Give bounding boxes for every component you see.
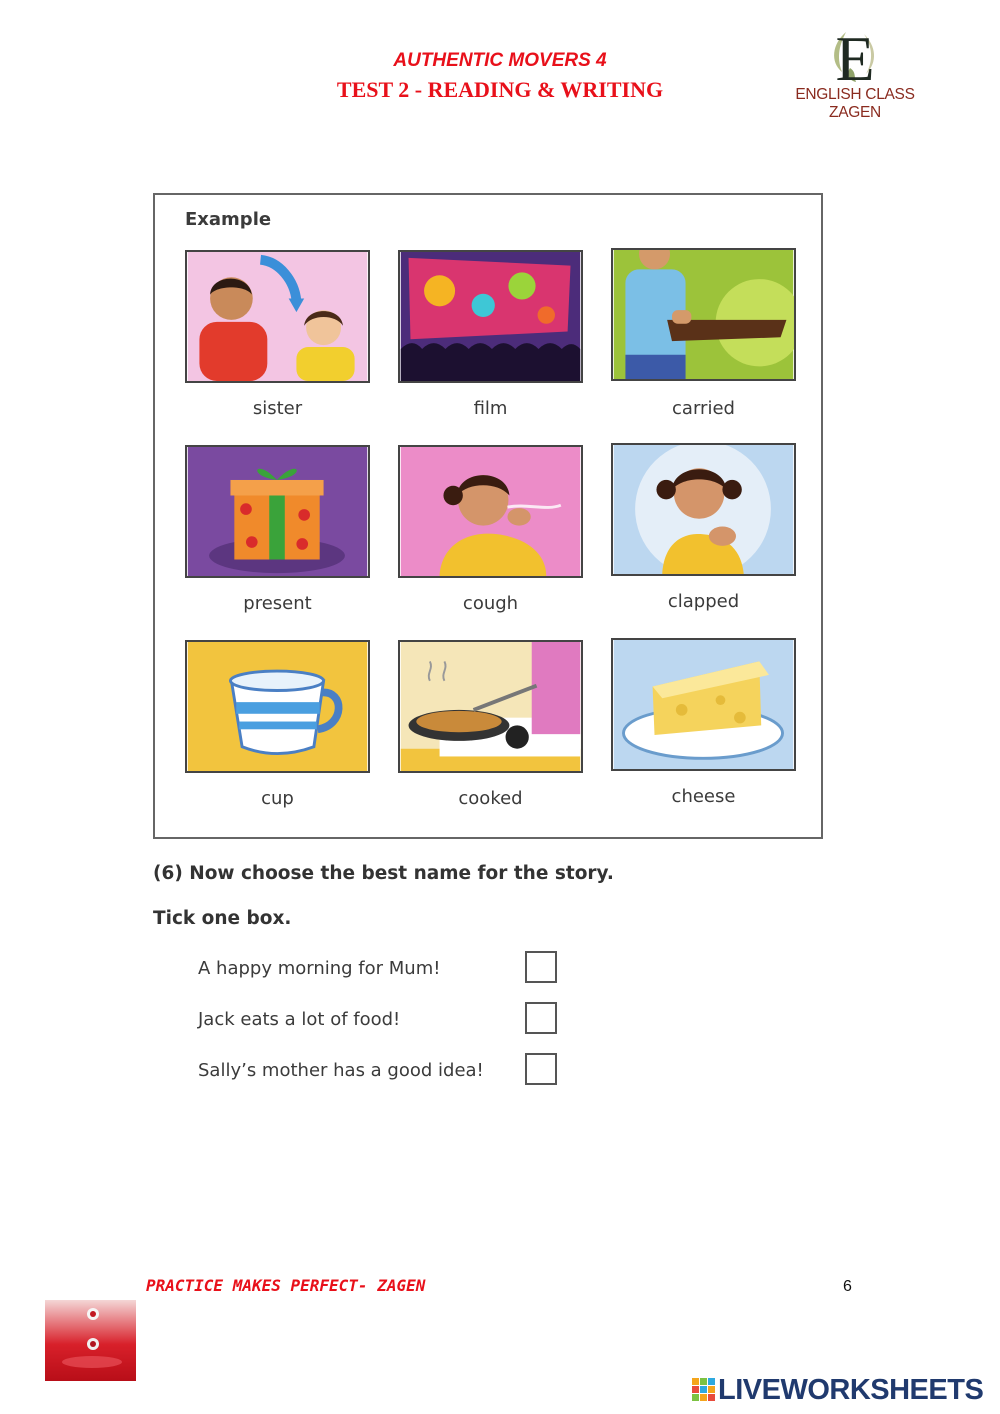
picture-cup: [185, 640, 370, 773]
question-prompt: (6) Now choose the best name for the story.: [153, 863, 614, 884]
picture-cough: [398, 445, 583, 578]
page-number: 6: [843, 1278, 852, 1295]
word-present: present: [243, 593, 312, 614]
liveworksheets-blocks-icon: [692, 1378, 716, 1404]
picture-cheese: [611, 638, 796, 771]
gift-box-icon: [187, 447, 368, 576]
word-cup: cup: [261, 788, 294, 809]
picture-carried: [611, 248, 796, 381]
example-title: Example: [185, 209, 272, 230]
option-label-1: A happy morning for Mum!: [198, 958, 441, 979]
boy-pointing-at-girl-icon: [187, 252, 368, 381]
word-film: film: [473, 398, 508, 419]
cinema-screen-icon: [400, 252, 581, 381]
worksheet-title: AUTHENTIC MOVERS 4: [393, 50, 607, 71]
girl-clapping-icon: [613, 445, 794, 574]
word-carried: carried: [672, 398, 735, 419]
picture-film: [398, 250, 583, 383]
picture-sister: [185, 250, 370, 383]
option-label-2: Jack eats a lot of food!: [198, 1009, 401, 1030]
liveworksheets-brand[interactable]: LIVEWORKSHEETS: [718, 1374, 984, 1406]
option-checkbox-3[interactable]: [525, 1053, 557, 1085]
example-box: [153, 193, 823, 839]
class-logo: [770, 22, 940, 121]
word-cheese: cheese: [671, 786, 736, 807]
option-checkbox-2[interactable]: [525, 1002, 557, 1034]
logo-emblem-icon: [770, 22, 940, 86]
water-drop-image: [45, 1300, 136, 1381]
girl-coughing-icon: [400, 447, 581, 576]
picture-cooked: [398, 640, 583, 773]
striped-cup-icon: [187, 642, 368, 771]
word-clapped: clapped: [667, 591, 740, 612]
cheese-on-plate-icon: [613, 640, 794, 769]
word-sister: sister: [252, 398, 303, 419]
word-cooked: cooked: [458, 788, 523, 809]
picture-clapped: [611, 443, 796, 576]
logo-text: ENGLISH CLASS ZAGEN: [795, 86, 915, 121]
boy-carrying-tray-icon: [613, 250, 794, 379]
liveworksheets-logo: [692, 1374, 992, 1408]
question-instruction: Tick one box.: [153, 908, 292, 929]
water-drop-icon: [45, 1300, 136, 1381]
picture-present: [185, 445, 370, 578]
word-cough: cough: [462, 593, 519, 614]
option-label-3: Sally’s mother has a good idea!: [198, 1060, 484, 1081]
worksheet-subtitle: TEST 2 - READING & WRITING: [336, 77, 664, 102]
frying-pan-icon: [400, 642, 581, 771]
svg-text:E: E: [835, 23, 875, 86]
footer-motto: PRACTICE MAKES PERFECT- ZAGEN: [146, 1276, 426, 1295]
option-checkbox-1[interactable]: [525, 951, 557, 983]
